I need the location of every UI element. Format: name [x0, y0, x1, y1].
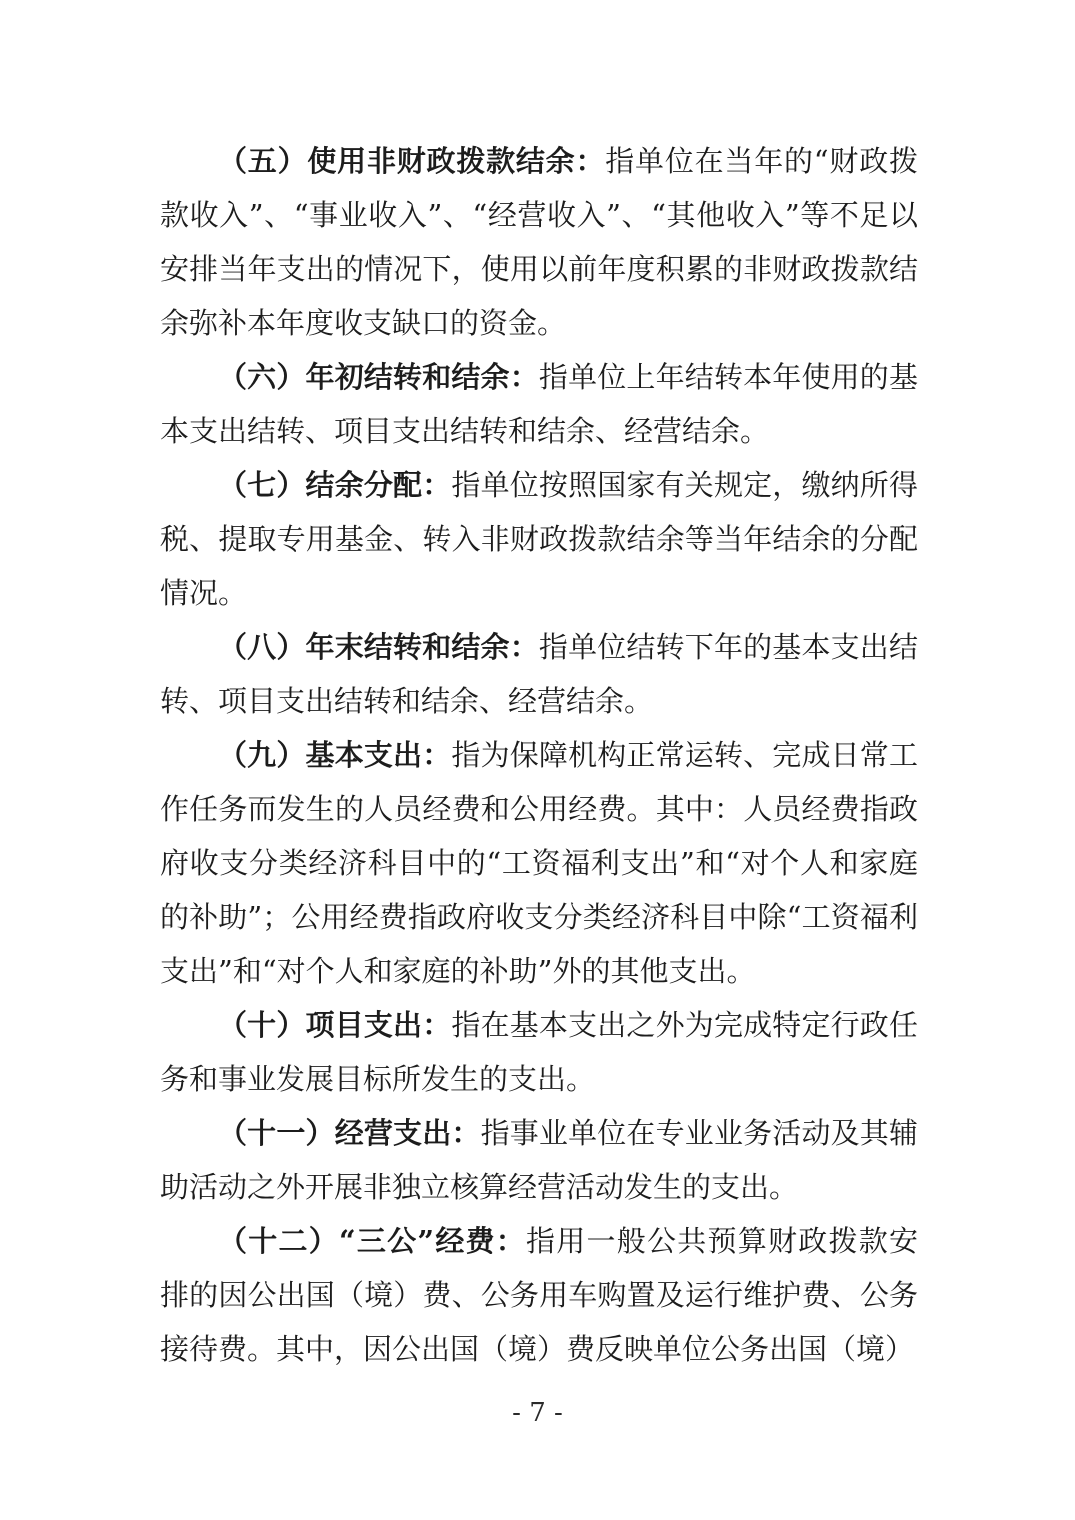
definition-paragraph-9 [160, 728, 918, 998]
definition-paragraph-12 [160, 1214, 918, 1376]
definition-paragraph-6 [160, 350, 918, 458]
term-heading-12: （十二）“三公”经费： [218, 1224, 527, 1258]
term-definition-8: 指单位结转下年的基本支出结转、项目支出结转和结余、经营结余。 [160, 630, 918, 718]
term-heading-6: （六）年初结转和结余： [218, 360, 539, 394]
definition-paragraph-5 [160, 134, 918, 350]
definition-paragraph-11 [160, 1106, 918, 1214]
term-heading-9: （九）基本支出： [218, 738, 452, 772]
term-definition-6: 指单位上年结转本年使用的基本支出结转、项目支出结转和结余、经营结余。 [160, 360, 918, 448]
page-number: - 7 - [512, 1398, 563, 1428]
definition-paragraph-8 [160, 620, 918, 728]
term-heading-7: （七）结余分配： [218, 468, 452, 502]
term-definition-9: 指为保障机构正常运转、完成日常工作任务而发生的人员经费和公用经费。其中：人员经费指政府收支分类经济科目中的“工资福利支出”和“对个人和家庭的补助”；公用经费指政府收支分类经济科目中除“工资福利支出”和“对个人和家庭的补助”外的其他支出。 [160, 738, 918, 988]
term-definition-11: 指事业单位在专业业务活动及其辅助活动之外开展非独立核算经营活动发生的支出。 [160, 1116, 918, 1204]
term-definition-5: 指单位在当年的“财政拨款收入”、“事业收入”、“经营收入”、“其他收入”等不足以安排当年支出的情况下，使用以前年度积累的非财政拨款结余弥补本年度收支缺口的资金。 [160, 144, 918, 340]
term-heading-10: （十）项目支出： [218, 1008, 452, 1042]
term-heading-8: （八）年末结转和结余： [218, 630, 539, 664]
term-definition-10: 指在基本支出之外为完成特定行政任务和事业发展目标所发生的支出。 [160, 1008, 918, 1096]
term-heading-11: （十一）经营支出： [218, 1116, 481, 1150]
term-heading-5: （五）使用非财政拨款结余： [218, 144, 606, 178]
definition-paragraph-10 [160, 998, 918, 1106]
definition-paragraph-7 [160, 458, 918, 620]
document-body [160, 134, 918, 1376]
term-definition-7: 指单位按照国家有关规定，缴纳所得税、提取专用基金、转入非财政拨款结余等当年结余的分配情况。 [160, 468, 918, 610]
term-definition-12: 指用一般公共预算财政拨款安排的因公出国（境）费、公务用车购置及运行维护费、公务接待费。其中，因公出国（境）费反映单位公务出国（境） [160, 1224, 918, 1366]
